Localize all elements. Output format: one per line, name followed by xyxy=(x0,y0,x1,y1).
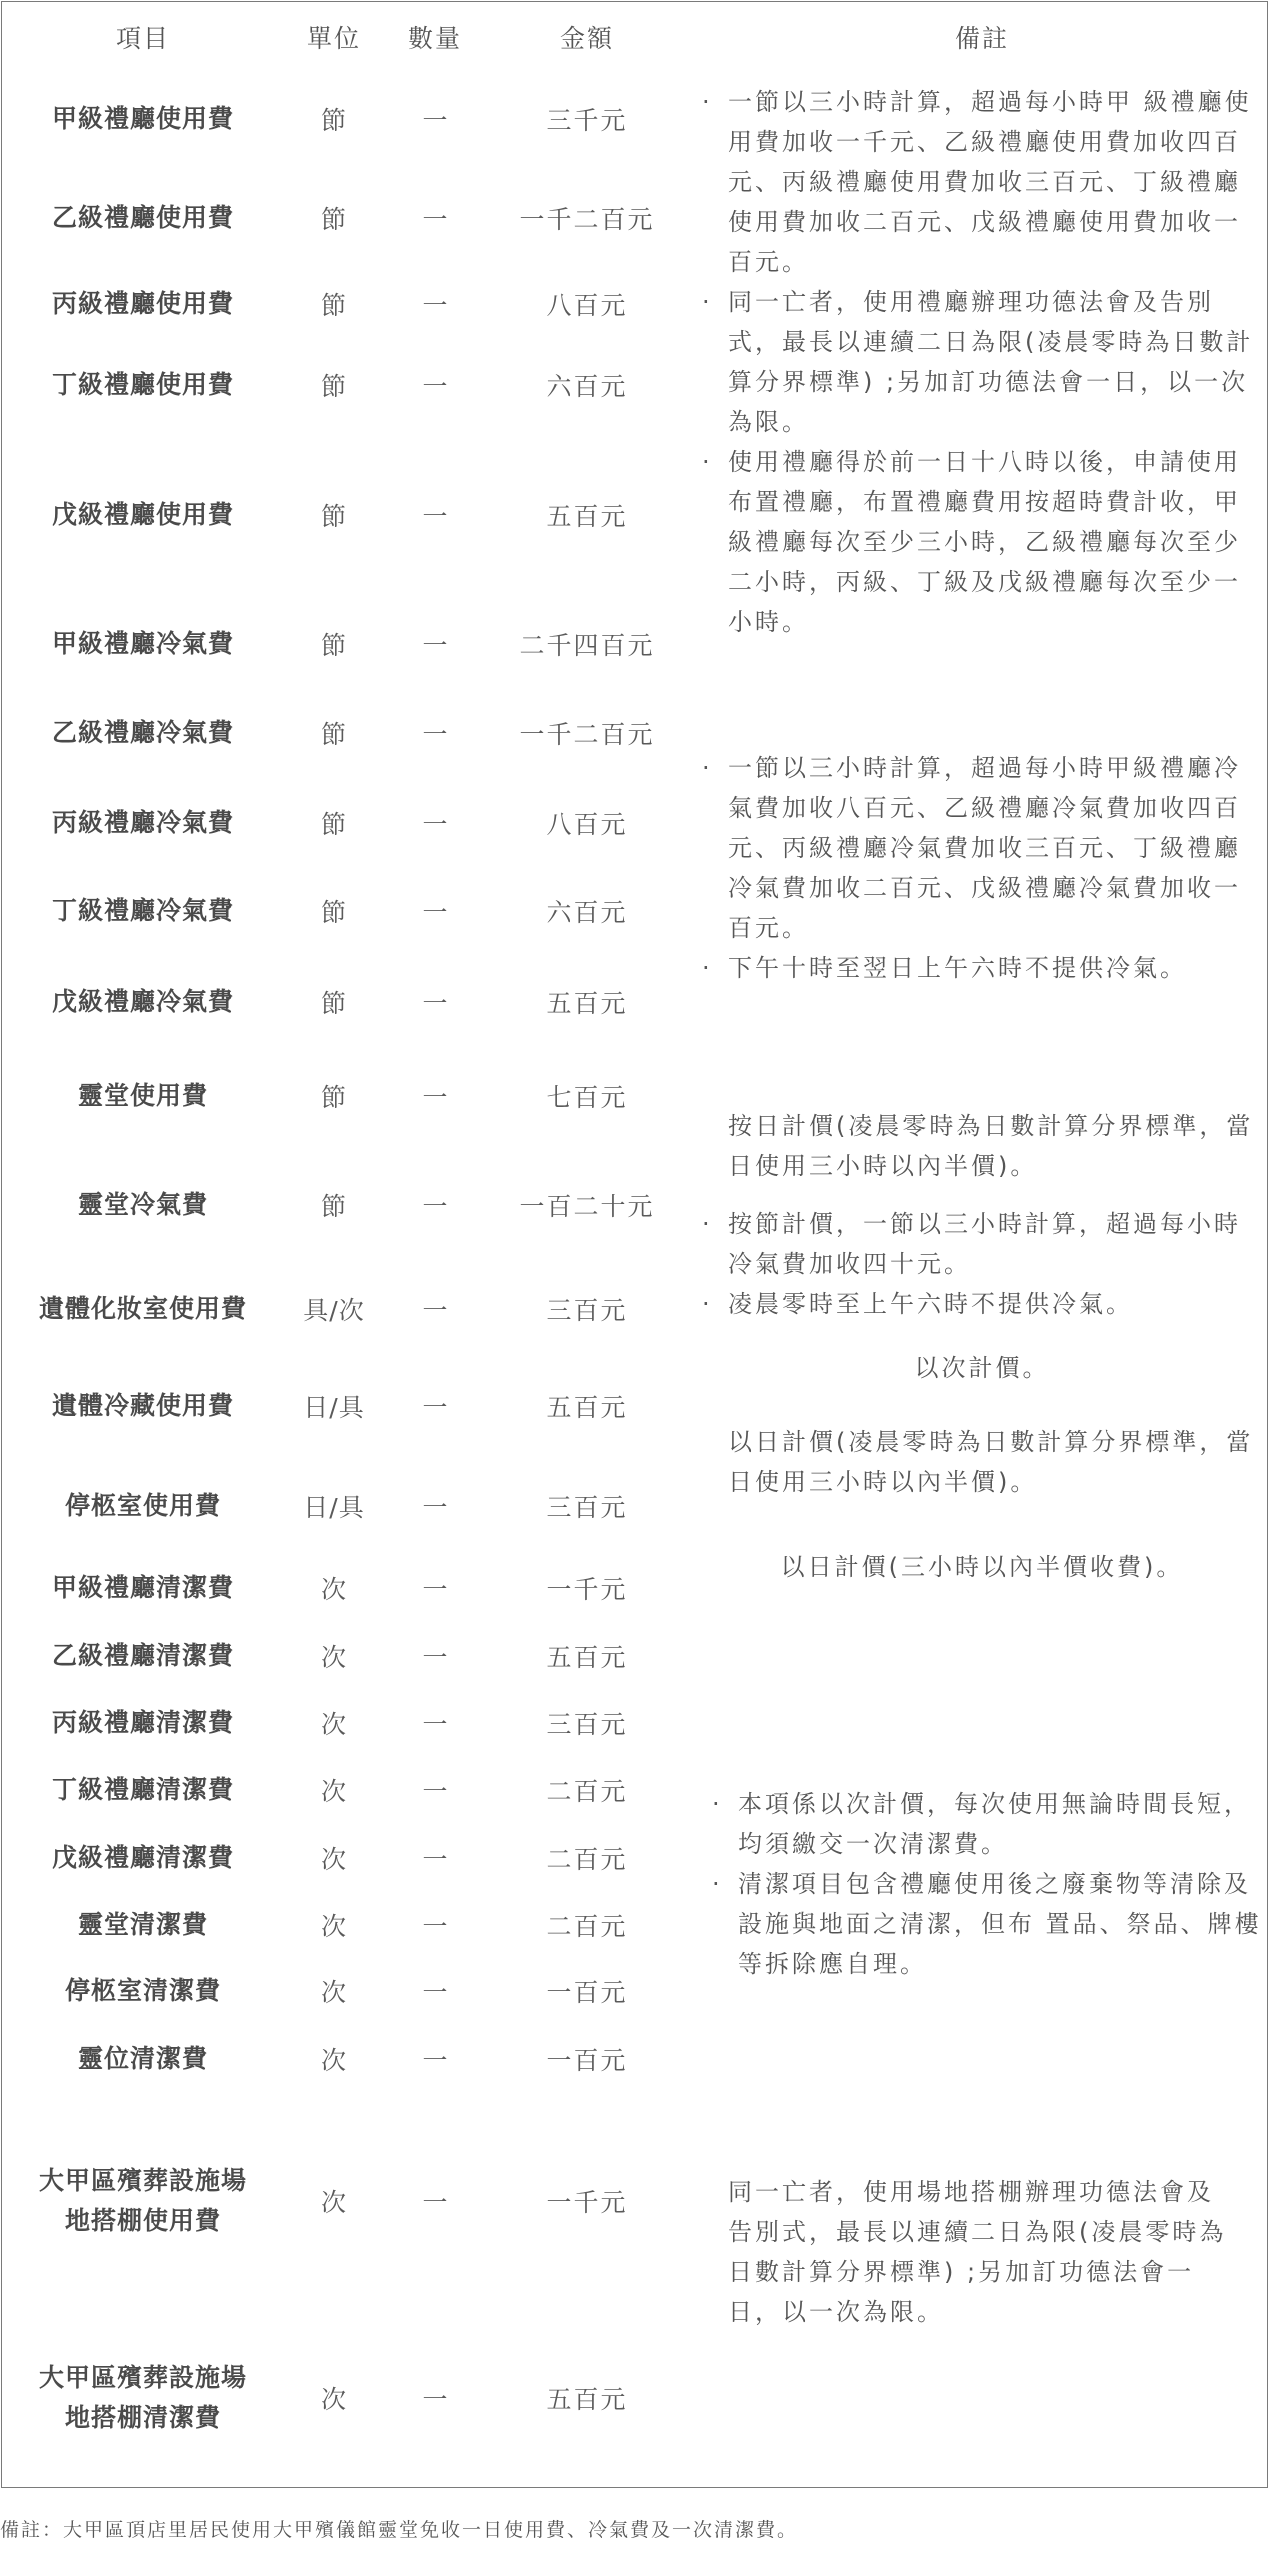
row-amount: 一千二百元 xyxy=(519,205,655,234)
row-qty: 一 xyxy=(422,1643,448,1672)
row-qty: 一 xyxy=(422,105,448,135)
row-qty: 一 xyxy=(422,2385,448,2414)
row-unit: 次 xyxy=(320,2046,347,2075)
row-amount: 五百元 xyxy=(546,989,628,1018)
row-unit: 節 xyxy=(320,631,347,660)
note-bullet: · 一節以三小時計算，超過每小時甲 級禮廳使用費加收一千元、乙級禮廳使用費加收四百元、丙級禮廳使用費加收三百元、丁級禮廳使用費加收二百元、戊級禮廳使用費加收一百元。 xyxy=(702,82,1262,282)
row-amount: 五百元 xyxy=(546,502,628,531)
header-item: 項目 xyxy=(115,24,170,53)
row-qty: 一 xyxy=(422,1912,448,1941)
row-item: 丙級禮廳冷氣費 xyxy=(51,807,234,837)
row-item: 靈堂冷氣費 xyxy=(77,1189,208,1219)
row-unit: 次 xyxy=(320,1710,347,1739)
row-unit: 次 xyxy=(320,2188,347,2217)
row-unit: 節 xyxy=(320,502,347,531)
fee-table xyxy=(1,1,1268,2488)
row-amount: 三千元 xyxy=(546,105,628,135)
row-amount: 六百元 xyxy=(546,897,628,927)
row-qty: 一 xyxy=(422,1082,448,1112)
row-amount: 五百元 xyxy=(546,2385,628,2414)
row-amount: 三百元 xyxy=(546,1710,628,1739)
footnote: 備註：大甲區頂店里居民使用大甲殯儀館靈堂免收一日使用費、冷氣費及一次清潔費。 xyxy=(0,2519,799,2541)
row-item: 丁級禮廳冷氣費 xyxy=(51,895,234,925)
row-unit: 日/具 xyxy=(303,1493,365,1522)
note-spirit-hall-fee xyxy=(728,1106,1258,1186)
row-item: 丁級禮廳清潔費 xyxy=(51,1775,234,1804)
row-item: 乙級禮廳冷氣費 xyxy=(51,717,234,747)
row-amount: 五百元 xyxy=(546,1392,628,1422)
row-item: 遺體冷藏使用費 xyxy=(51,1390,234,1420)
row-qty: 一 xyxy=(422,1296,448,1325)
header-qty: 數量 xyxy=(407,24,462,53)
row-qty: 一 xyxy=(422,1493,448,1522)
row-item: 丙級禮廳使用費 xyxy=(51,288,234,318)
note-bullet: · 凌晨零時至上午六時不提供冷氣。 xyxy=(702,1284,1262,1324)
row-item: 靈位清潔費 xyxy=(77,2044,208,2073)
row-unit: 節 xyxy=(320,1191,347,1221)
row-amount: 八百元 xyxy=(546,290,628,320)
row-amount: 一百元 xyxy=(546,1978,628,2007)
note-bullet: · 下午十時至翌日上午六時不提供冷氣。 xyxy=(702,948,1262,988)
note-bullet: · 清潔項目包含禮廳使用後之廢棄物等清除及設施與地面之清潔，但布 置品、祭品、牌樓等拆除應自理。 xyxy=(712,1864,1268,1984)
header-amount: 金額 xyxy=(559,24,614,53)
row-unit: 節 xyxy=(320,290,347,320)
row-amount: 一百元 xyxy=(546,2046,628,2075)
row-unit: 節 xyxy=(320,105,347,135)
row-item: 甲級禮廳使用費 xyxy=(51,103,234,133)
row-item: 丁級禮廳使用費 xyxy=(51,370,234,399)
row-amount: 一百二十元 xyxy=(519,1191,655,1221)
row-qty: 一 xyxy=(422,897,448,927)
note-text: 以日計價(凌晨零時為日數計算分界標準，當日使用三小時以內半價)。 xyxy=(728,1428,1254,1496)
note-bullet: · 使用禮廳得於前一日十八時以後，申請使用布置禮廳，布置禮廳費用按超時費計收，甲級禮廳每次至少三小時，乙級禮廳每次至少二小時，丙級、丁級及戊級禮廳每次至少一小時。 xyxy=(702,442,1262,642)
row-item: 甲級禮廳清潔費 xyxy=(51,1573,234,1602)
header-unit: 單位 xyxy=(306,24,361,53)
row-item: 乙級禮廳清潔費 xyxy=(51,1641,234,1670)
row-item-text: 大甲區殯葬設施場 地搭棚清潔費 xyxy=(38,2363,247,2432)
row-qty: 一 xyxy=(422,502,448,531)
row-amount: 一千元 xyxy=(546,1575,628,1604)
row-amount: 五百元 xyxy=(546,1643,628,1672)
note-text: 以日計價(三小時以內半價收費)。 xyxy=(780,1553,1184,1581)
row-unit: 次 xyxy=(320,1575,347,1604)
note-spirit-hall-ac xyxy=(702,1204,1262,1324)
note-bullet: · 一節以三小時計算，超過每小時甲級禮廳冷氣費加收八百元、乙級禮廳冷氣費加收四百元、丙級禮廳冷氣費加收三百元、丁級禮廳冷氣費加收二百元、戊級禮廳冷氣費加收一百元。 xyxy=(702,748,1262,948)
row-amount: 一千元 xyxy=(546,2188,628,2217)
row-qty: 一 xyxy=(422,1777,448,1806)
row-item-text: 大甲區殯葬設施場 地搭棚使用費 xyxy=(38,2166,247,2235)
note-hall-fee xyxy=(702,82,1262,642)
note-bullet: · 同一亡者，使用禮廳辦理功德法會及告別式，最長以連續二日為限(凌晨零時為日數計算分界標準) ;另加訂功德法會一日，以一次為限。 xyxy=(702,282,1262,442)
row-unit: 節 xyxy=(320,719,347,749)
row-item: 戊級禮廳清潔費 xyxy=(51,1843,234,1872)
row-qty: 一 xyxy=(422,1845,448,1874)
row-item: 戊級禮廳使用費 xyxy=(51,500,234,529)
row-item: 停柩室使用費 xyxy=(64,1491,221,1520)
row-item xyxy=(12,2309,274,2487)
row-amount: 二百元 xyxy=(546,1845,628,1874)
row-unit: 日/具 xyxy=(303,1392,365,1422)
row-item: 停柩室清潔費 xyxy=(64,1976,221,2005)
row-qty: 一 xyxy=(422,719,448,749)
row-unit: 節 xyxy=(320,205,347,234)
note-ac-fee xyxy=(702,748,1262,988)
row-amount: 八百元 xyxy=(546,809,628,839)
row-item: 丙級禮廳清潔費 xyxy=(51,1708,234,1737)
row-unit: 節 xyxy=(320,1082,347,1112)
row-unit: 次 xyxy=(320,1845,347,1874)
row-qty: 一 xyxy=(422,1191,448,1221)
row-qty: 一 xyxy=(422,372,448,401)
row-unit: 節 xyxy=(320,897,347,927)
note-makeup-room xyxy=(702,1348,1262,1388)
note-text: 以次計價。 xyxy=(914,1354,1050,1382)
note-cold-storage xyxy=(728,1422,1258,1502)
row-qty: 一 xyxy=(422,1575,448,1604)
row-item: 靈堂清潔費 xyxy=(77,1910,208,1939)
note-text: 按日計價(凌晨零時為日數計算分界標準，當日使用三小時以內半價)。 xyxy=(728,1112,1254,1180)
row-unit: 次 xyxy=(320,1912,347,1941)
row-item: 靈堂使用費 xyxy=(77,1080,208,1110)
row-amount: 二百元 xyxy=(546,1912,628,1941)
row-amount: 二千四百元 xyxy=(519,631,655,660)
row-qty: 一 xyxy=(422,2188,448,2217)
row-unit: 節 xyxy=(320,989,347,1018)
note-cleaning xyxy=(712,1784,1268,1984)
row-unit: 節 xyxy=(320,809,347,839)
note-tent xyxy=(728,2172,1228,2332)
row-qty: 一 xyxy=(422,631,448,660)
row-amount: 二百元 xyxy=(546,1777,628,1806)
header-note: 備註 xyxy=(954,24,1009,53)
note-bullet: · 本項係以次計價，每次使用無論時間長短，均須繳交一次清潔費。 xyxy=(712,1784,1268,1864)
row-unit: 具/次 xyxy=(303,1296,365,1325)
note-text: 同一亡者，使用場地搭棚辦理功德法會及告別式，最長以連續二日為限(凌晨零時為日數計算分界標準) ;另加訂功德法會一日，以一次為限。 xyxy=(728,2178,1227,2326)
row-unit: 次 xyxy=(320,2385,347,2414)
row-amount: 三百元 xyxy=(546,1493,628,1522)
row-amount: 一千二百元 xyxy=(519,719,655,749)
row-unit: 次 xyxy=(320,1643,347,1672)
row-qty: 一 xyxy=(422,989,448,1018)
row-item: 戊級禮廳冷氣費 xyxy=(51,987,234,1016)
note-bullet: · 按節計價，一節以三小時計算，超過每小時冷氣費加收四十元。 xyxy=(702,1204,1262,1284)
row-qty: 一 xyxy=(422,1710,448,1739)
row-item: 乙級禮廳使用費 xyxy=(51,203,234,232)
row-qty: 一 xyxy=(422,809,448,839)
row-item xyxy=(12,2093,274,2309)
row-unit: 次 xyxy=(320,1978,347,2007)
row-qty: 一 xyxy=(422,2046,448,2075)
row-amount: 七百元 xyxy=(546,1082,628,1112)
row-qty: 一 xyxy=(422,205,448,234)
row-qty: 一 xyxy=(422,1978,448,2007)
row-item: 甲級禮廳冷氣費 xyxy=(51,629,234,658)
row-qty: 一 xyxy=(422,1392,448,1422)
note-coffin-room xyxy=(702,1547,1262,1587)
row-unit: 次 xyxy=(320,1777,347,1806)
row-qty: 一 xyxy=(422,290,448,320)
row-unit: 節 xyxy=(320,372,347,401)
row-amount: 三百元 xyxy=(546,1296,628,1325)
row-item: 遺體化妝室使用費 xyxy=(38,1294,247,1323)
row-amount: 六百元 xyxy=(546,372,628,401)
